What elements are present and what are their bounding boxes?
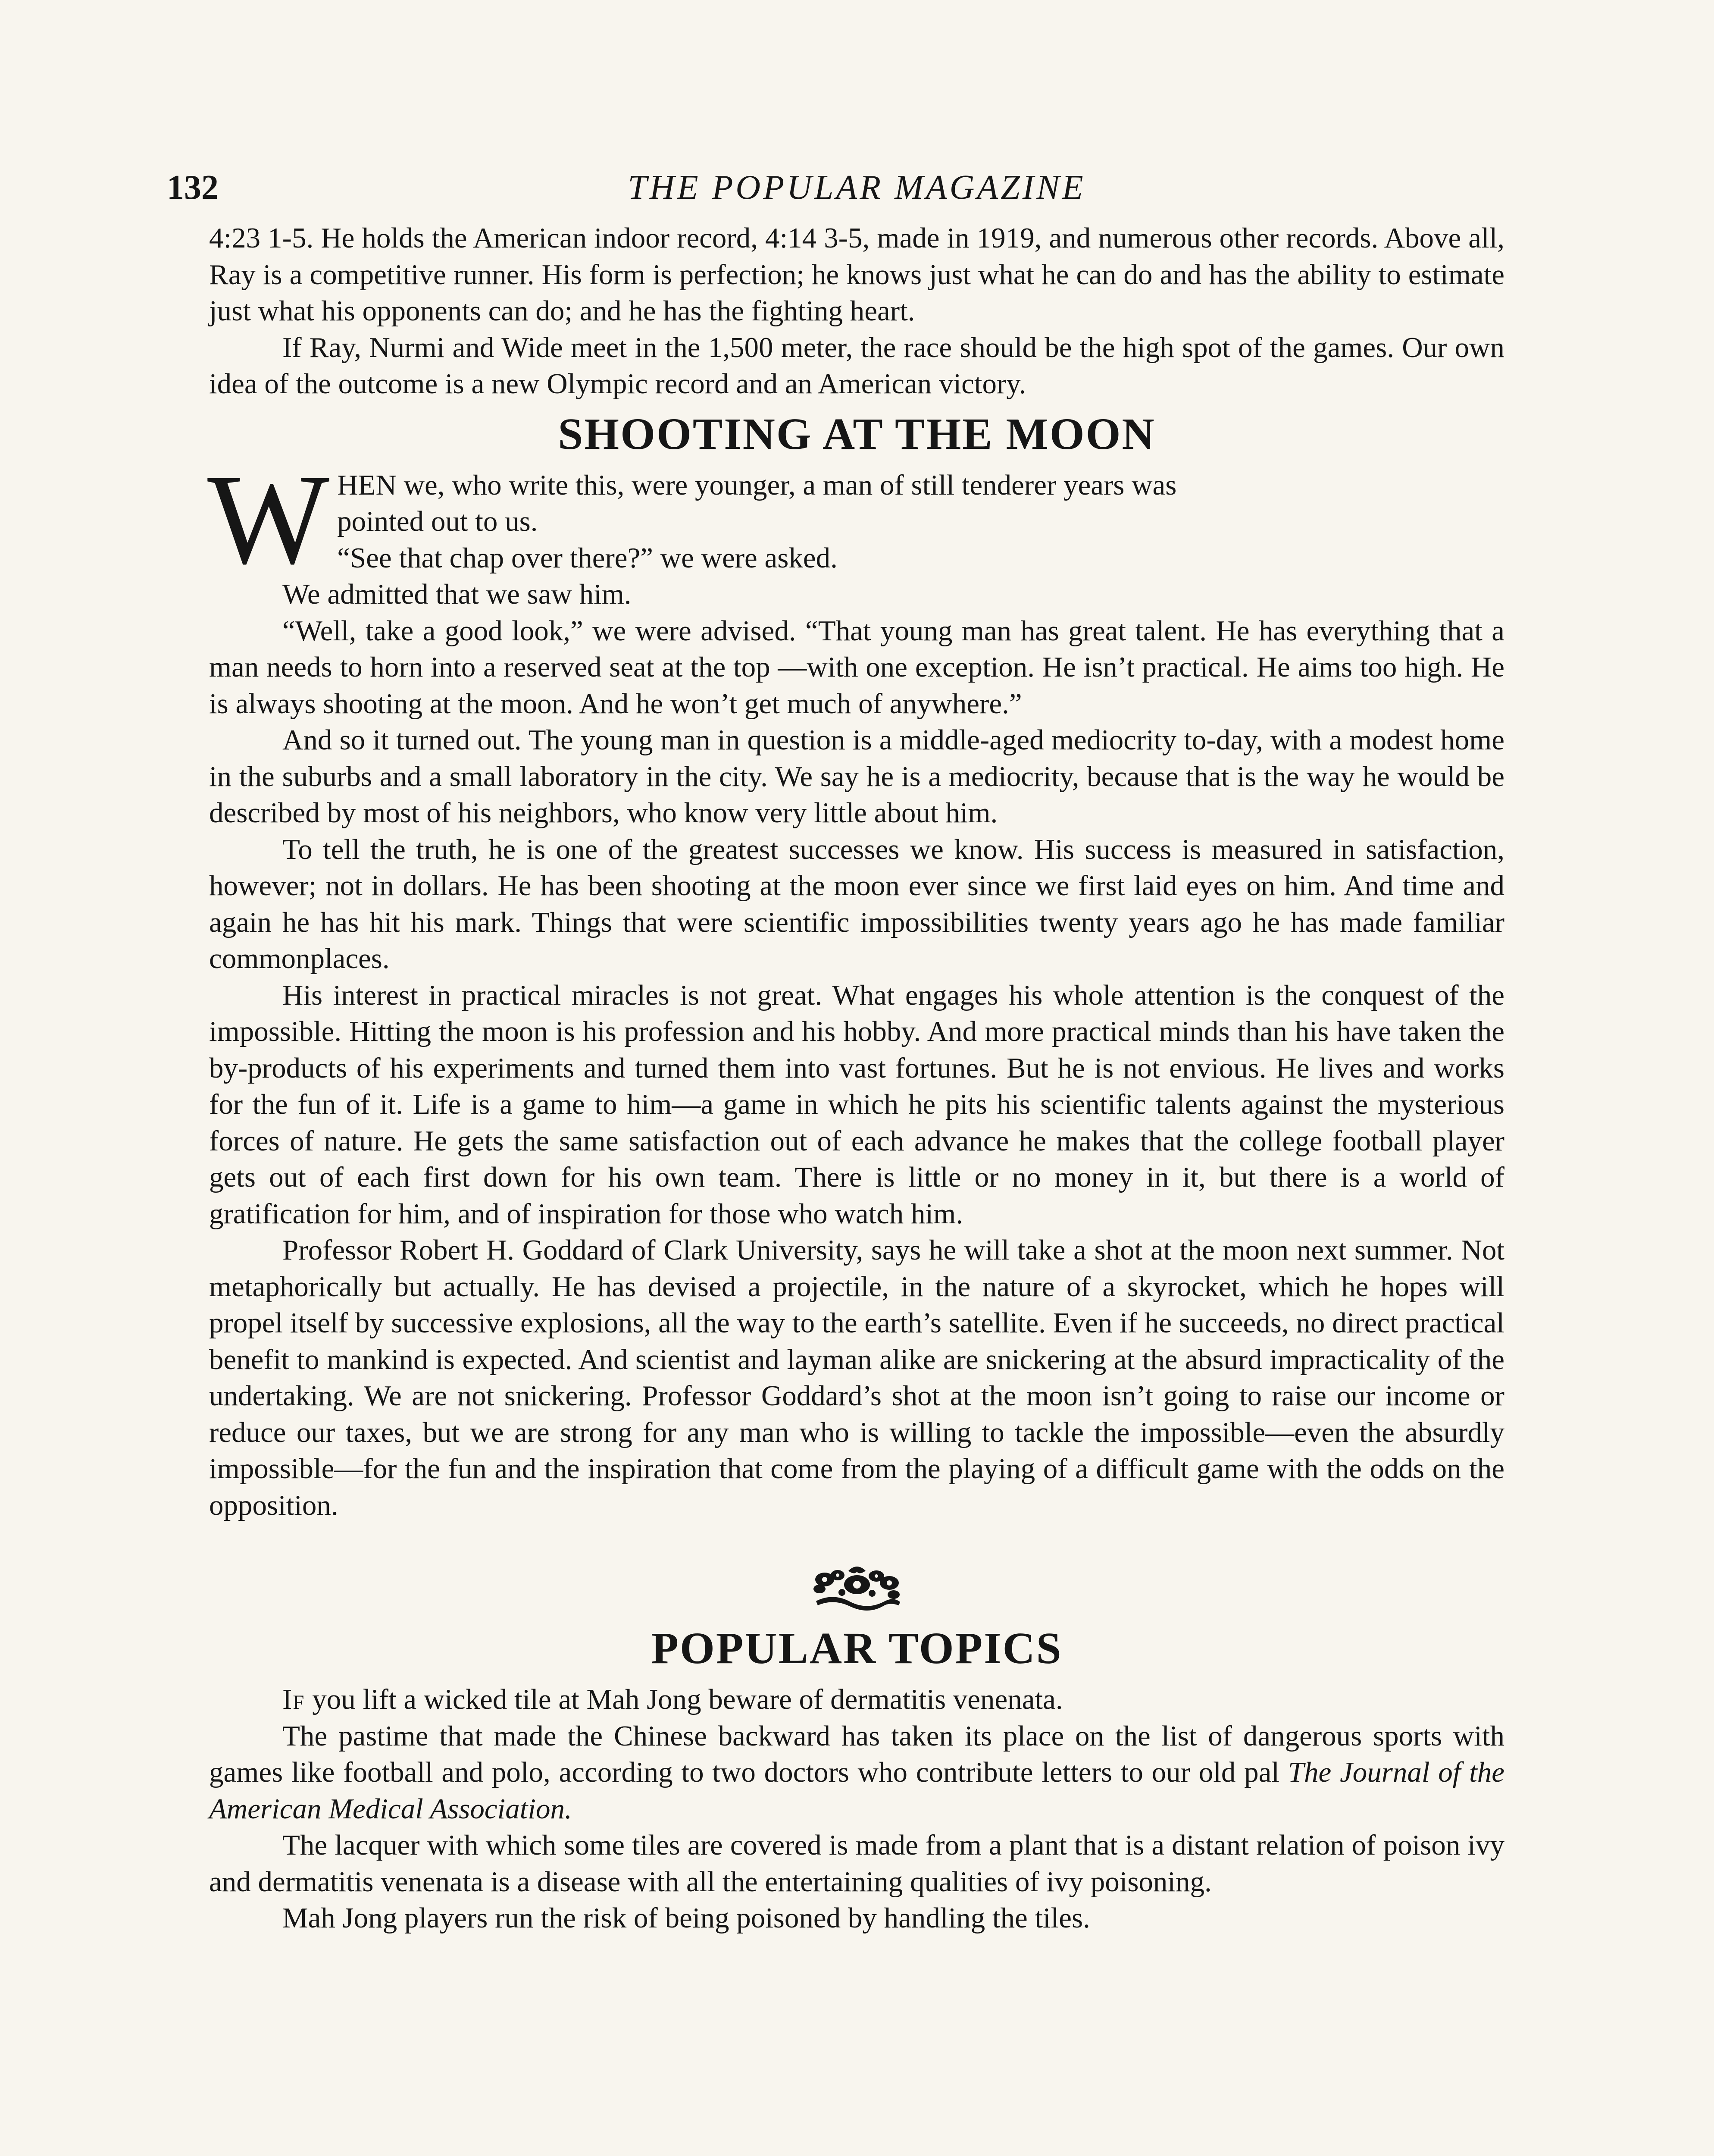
topics-paragraph-2 (209, 1718, 1504, 1827)
dropcap-line-2: pointed out to us. (337, 505, 538, 537)
section-title-popular-topics: POPULAR TOPICS (651, 1623, 1063, 1673)
magazine-page (167, 168, 1504, 1937)
topics-paragraph-4: Mah Jong players run the risk of being poisoned by handling the tiles. (282, 1902, 1090, 1934)
page-number: 132 (167, 169, 219, 207)
article-paragraph: And so it turned out. The young man in question is a middle-aged mediocrity to-day, with a modest home in the suburbs and a small laboratory in the city. We say he is a mediocrity, because that is the way he would be described by most of his neighbors, who know very little about him. (209, 724, 1504, 829)
dropcap-line-1: HEN we, who write this, were younger, a man of still tenderer years was (337, 469, 1177, 501)
topics-paragraph-2-text: The pastime that made the Chinese backward has taken its place on the list of dangerous sports with games like football and polo, according to two doctors who contribute letters to our old pal (209, 1720, 1504, 1788)
topics-paragraph-3: The lacquer with which some tiles are covered is made from a plant that is a distant relation of poison ivy and dermatitis venenata is a disease with all the entertaining qualities of ivy poisoning. (209, 1829, 1504, 1898)
running-title: THE POPULAR MAGAZINE (628, 169, 1086, 207)
intro-paragraph-2: If Ray, Nurmi and Wide meet in the 1,500 meter, the race should be the high spot of the games. Our own idea of the outcome is a new Olympic record and an American victory. (209, 331, 1504, 400)
article-paragraph: To tell the truth, he is one of the greatest successes we know. His success is measured in satisfaction, however; not in dollars. He has been shooting at the moon ever since we first laid eyes on him. And time and again he has hit his mark. Things that were scientific impossibilities twenty years ago he has made familiar commonplaces. (209, 833, 1504, 975)
dialogue-line-4: We admitted that we saw him. (282, 578, 632, 610)
article-popular-topics (209, 1623, 1504, 1937)
article-paragraph: “Well, take a good look,” we were advised. “That young man has great talent. He has everything that a man needs to horn into a reserved seat at the top —with one exception. He isn’t practical. He aims too high. He is always shooting at the moon. And he won’t get much of anywhere.” (209, 614, 1504, 720)
lead-word: If (282, 1683, 305, 1715)
section-title-shooting-at-the-moon: SHOOTING AT THE MOON (558, 409, 1156, 459)
dialogue-line-3: “See that chap over there?” we were asked. (337, 542, 838, 574)
decorative-floral-ornament-icon (209, 1562, 1504, 1614)
page-header (167, 168, 1504, 220)
drop-cap-letter: W (207, 447, 330, 591)
article-paragraph: His interest in practical miracles is not great. What engages his whole attention is the conquest of the impossible. Hitting the moon is his profession and his hobby. And more practical minds than his have taken the by-products of his experiments and turned them into vast fortunes. But he is not envious. He lives and works for the fun of it. Life is a game to him—a game in which he pits his scientific talents against the mysterious forces of nature. He gets the same satisfaction out of each advance he makes that the college football player gets out of each first down for his own team. There is little or no money in it, but there is a world of gratification for him, and of inspiration for those who watch him. (209, 979, 1504, 1230)
article-paragraph: Professor Robert H. Goddard of Clark University, says he will take a shot at the moon next summer. Not metaphorically but actually. He has devised a projectile, in the nature of a skyrocket, which he hopes will propel itself by successive explosions, all the way to the earth’s satellite. Even if he succeeds, no direct practical benefit to mankind is expected. And scientist and layman alike are snickering at the absurd impracticality of the undertaking. We are not snickering. Professor Goddard’s shot at the moon isn’t going to raise our income or reduce our taxes, but we are strong for any man who is willing to tackle the impossible—even the absurdly impossible—for the fun and the inspiration that come from the playing of a difficult game with the odds on the opposition. (209, 1234, 1504, 1521)
article-shooting-at-the-moon (209, 408, 1504, 1524)
dropcap-paragraph (207, 447, 1504, 613)
intro-paragraph-1: 4:23 1-5. He holds the American indoor record, 4:14 3-5, made in 1919, and numerous other records. Above all, Ray is a competitive runner. His form is perfection; he knows just what he can do and has the ability to estimate just what his opponents can do; and he has the fighting heart. (209, 222, 1504, 327)
journal-title: The Journal of the American Medical Association. (209, 1756, 1504, 1825)
topics-paragraph-1 (209, 1681, 1504, 1718)
lead-rest: you lift a wicked tile at Mah Jong beware of dermatitis venenata. (305, 1683, 1063, 1715)
